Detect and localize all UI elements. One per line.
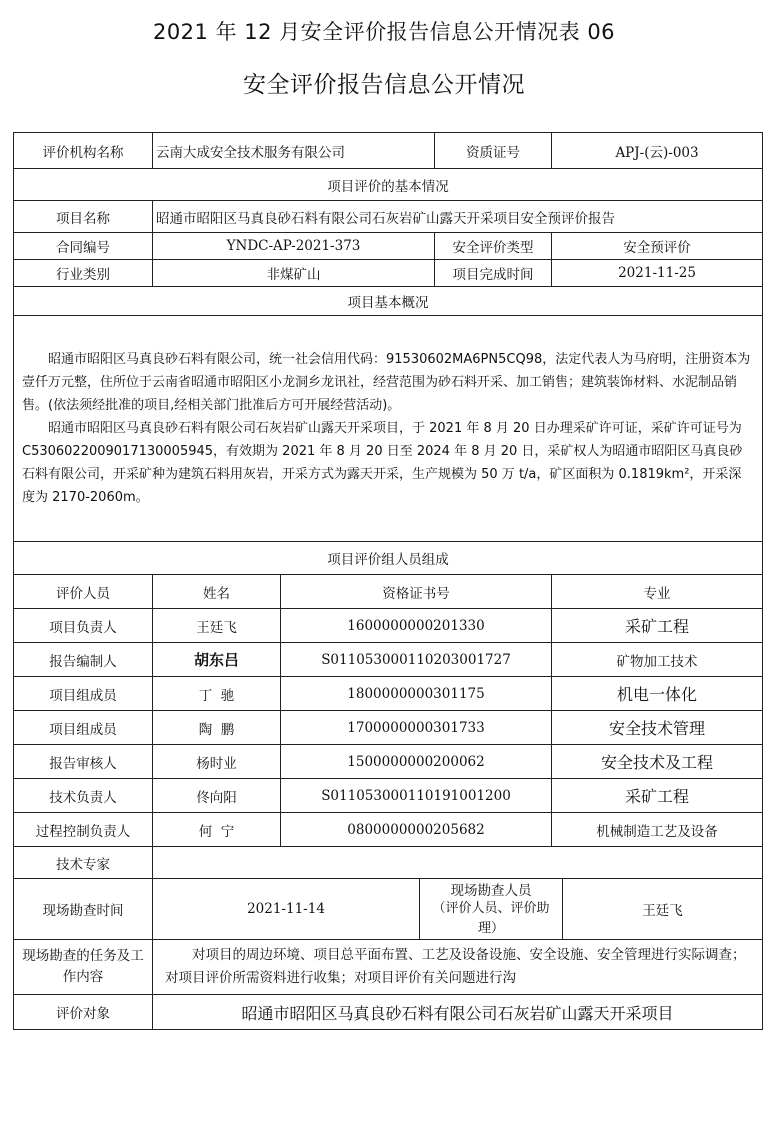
header-role: 评价人员 [14, 575, 153, 609]
project-name-label: 项目名称 [14, 201, 153, 233]
table-row [14, 677, 763, 711]
project-name-value: 昭通市昭阳区马真良砂石料有限公司石灰岩矿山露天开采项目安全预评价报告 [153, 201, 763, 233]
target-label: 评价对象 [14, 995, 153, 1030]
member-major: 机械制造工艺及设备 [552, 813, 763, 847]
section-overview: 项目基本概况 [14, 287, 763, 316]
member-name: 佟向阳 [153, 779, 281, 813]
survey-time-value: 2021-11-14 [153, 879, 420, 940]
overview-text [14, 316, 763, 542]
task-label: 现场勘查的任务及工作内容 [14, 940, 153, 995]
industry-value: 非煤矿山 [153, 260, 435, 287]
member-cert: S011053000110203001727 [281, 643, 552, 677]
member-major: 机电一体化 [552, 677, 763, 711]
member-role: 项目组成员 [14, 677, 153, 711]
member-name: 王廷飞 [153, 609, 281, 643]
completion-value: 2021-11-25 [552, 260, 763, 287]
task-value: 对项目的周边环境、项目总平面布置、工艺及设备设施、安全设施、安全管理进行实际调查；对项目评价所需资料进行收集；对项目评价有关问题进行沟 [153, 940, 763, 995]
table-row [14, 643, 763, 677]
contract-value: YNDC-AP-2021-373 [153, 233, 435, 260]
member-major: 采矿工程 [552, 609, 763, 643]
survey-time-label: 现场勘查时间 [14, 879, 153, 940]
member-major: 安全技术及工程 [552, 745, 763, 779]
org-label: 评价机构名称 [14, 133, 153, 169]
header-major: 专业 [552, 575, 763, 609]
cert-value: APJ-(云)-003 [552, 133, 763, 169]
target-row [14, 995, 763, 1030]
member-name: 胡东吕 [153, 643, 281, 677]
task-row [14, 940, 763, 995]
expert-label: 技术专家 [14, 847, 153, 879]
expert-value [153, 847, 763, 879]
overview-paragraph-2: 昭通市昭阳区马真良砂石料有限公司石灰岩矿山露天开采项目，于 2021 年 8 月 20 日办理采矿许可证，采矿许可证号为 C5306022009017130005945，有效期为 2021 年 8 月 20 日至 2024 年 8 月 20 日，采矿权人为昭通市昭阳区马真良砂石料有限公司，开采矿种为建筑石料用灰岩，开采方式为露天开采，生产规模为 50 万 t/a，矿区面积为 0.1819km²，开采深度为 2170-2060m。 [22, 421, 743, 505]
member-role: 报告编制人 [14, 643, 153, 677]
org-value: 云南大成安全技术服务有限公司 [153, 133, 435, 169]
member-cert: 1800000000301175 [281, 677, 552, 711]
member-major: 矿物加工技术 [552, 643, 763, 677]
document-subtitle: 安全评价报告信息公开情况 [243, 72, 525, 98]
survey-staff-subtitle: （评价人员、评价助理） [432, 901, 550, 936]
document-title: 2021 年 12 月安全评价报告信息公开情况表 06 [152, 20, 616, 44]
table-row [14, 711, 763, 745]
member-cert: 1700000000301733 [281, 711, 552, 745]
team-header-row [14, 575, 763, 609]
eval-type-label: 安全评价类型 [435, 233, 552, 260]
survey-staff-label [420, 879, 563, 940]
header-cert: 资格证书号 [281, 575, 552, 609]
table-row [14, 745, 763, 779]
member-role: 过程控制负责人 [14, 813, 153, 847]
section-team: 项目评价组人员组成 [14, 542, 763, 575]
section-project-basic: 项目评价的基本情况 [14, 169, 763, 201]
completion-label: 项目完成时间 [435, 260, 552, 287]
member-major: 采矿工程 [552, 779, 763, 813]
contract-label: 合同编号 [14, 233, 153, 260]
member-role: 项目组成员 [14, 711, 153, 745]
table-row [14, 609, 763, 643]
expert-row [14, 847, 763, 879]
table-row [14, 813, 763, 847]
survey-row [14, 879, 763, 940]
header-name: 姓名 [153, 575, 281, 609]
member-role: 项目负责人 [14, 609, 153, 643]
survey-staff-value: 王廷飞 [563, 879, 763, 940]
member-cert: S011053000110191001200 [281, 779, 552, 813]
info-table [13, 132, 763, 1030]
eval-type-value: 安全预评价 [552, 233, 763, 260]
cert-label: 资质证号 [435, 133, 552, 169]
member-cert: 1600000000201330 [281, 609, 552, 643]
member-name: 丁 驰 [153, 677, 281, 711]
member-cert: 1500000000200062 [281, 745, 552, 779]
overview-paragraph-1: 昭通市昭阳区马真良砂石料有限公司，统一社会信用代码：91530602MA6PN5CQ98，法定代表人为马府明，注册资本为壹仟万元整，住所位于云南省昭通市昭阳区小龙洞乡龙讯社，经营范围为砂石料开采、加工销售；建筑装饰材料、水泥制品销售。(依法须经批准的项目,经相关部门批准后方可开展经营活动)。 [22, 352, 751, 413]
target-value: 昭通市昭阳区马真良砂石料有限公司石灰岩矿山露天开采项目 [153, 995, 763, 1030]
member-role: 报告审核人 [14, 745, 153, 779]
member-role: 技术负责人 [14, 779, 153, 813]
member-name: 何 宁 [153, 813, 281, 847]
member-name: 陶 鹏 [153, 711, 281, 745]
member-major: 安全技术管理 [552, 711, 763, 745]
member-cert: 0800000000205682 [281, 813, 552, 847]
survey-staff-title: 现场勘查人员 [450, 883, 532, 899]
org-row [14, 133, 763, 169]
member-name: 杨时业 [153, 745, 281, 779]
industry-label: 行业类别 [14, 260, 153, 287]
table-row [14, 779, 763, 813]
